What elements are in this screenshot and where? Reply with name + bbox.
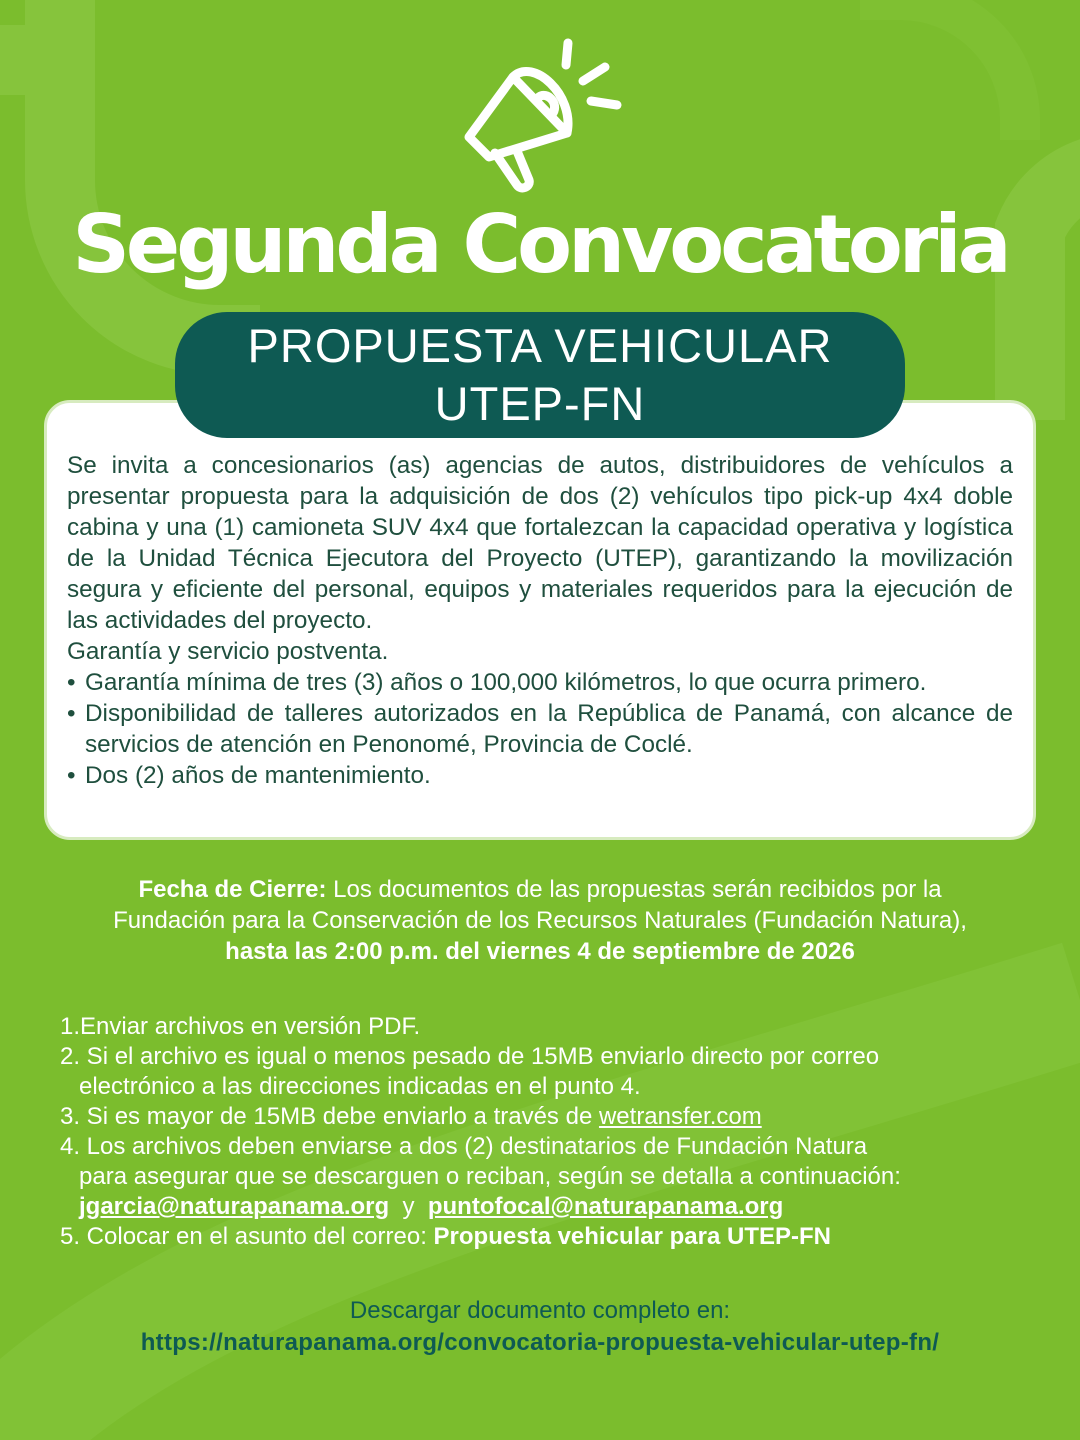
pill-line-1: PROPUESTA VEHICULAR bbox=[247, 319, 833, 372]
email-row bbox=[60, 1192, 1020, 1222]
step-2-cont: electrónico a las direcciones indicadas en el punto 4. bbox=[79, 1073, 641, 1100]
email-join: y bbox=[389, 1193, 428, 1220]
step-2: 2. Si el archivo es igual o menos pesado de 15MB enviarlo directo por correo bbox=[60, 1043, 880, 1070]
step-4-cont: para asegurar que se descarguen o reciban, según se detalla a continuación: bbox=[79, 1163, 901, 1190]
download-section bbox=[0, 1295, 1080, 1359]
warranty-item: • Garantía mínima de tres (3) años o 100,000 kilómetros, lo que ocurra primero. bbox=[67, 667, 1013, 698]
warranty-heading: Garantía y servicio postventa. bbox=[67, 638, 389, 665]
download-label: Descargar documento completo en: bbox=[349, 1297, 731, 1324]
step-3-text: 3. Si es mayor de 15MB debe enviarlo a través de bbox=[60, 1103, 599, 1130]
closing-label: Fecha de Cierre: bbox=[138, 876, 327, 903]
closing-date-section bbox=[40, 874, 1040, 967]
megaphone-icon bbox=[455, 35, 630, 200]
page-title: Segunda Convocatoria bbox=[72, 198, 1008, 291]
intro-paragraph: Se invita a concesionarios (as) agencias de autos, distribuidores de vehículos a presentar propuesta para la adquisición de dos (2) vehículos tipo pick-up 4x4 doble cabina y una (1) camioneta SUV 4x4 que fortalezcan la capacidad operativa y logística de la Unidad Técnica Ejecutora del Proyecto (UTEP), garantizando la movilización segura y eficiente del personal, equipos y materiales requeridos para la ejecución de las actividades del proyecto. bbox=[67, 452, 1013, 634]
card-content bbox=[67, 450, 1013, 791]
warranty-item: • Dos (2) años de mantenimiento. bbox=[67, 760, 1013, 791]
instructions-list bbox=[60, 1012, 1020, 1252]
closing-text-b: Fundación para la Conservación de los Recursos Naturales (Fundación Natura), bbox=[113, 907, 967, 934]
warranty-item: • Disponibilidad de talleres autorizados en la República de Panamá, con alcance de servicios de atención en Penonomé, Provincia de Coclé. bbox=[67, 698, 1013, 760]
warranty-list bbox=[67, 667, 1013, 791]
step-3 bbox=[60, 1102, 1020, 1132]
closing-text-a: Los documentos de las propuestas serán recibidos por la bbox=[326, 876, 942, 903]
step-4: 4. Los archivos deben enviarse a dos (2) destinatarios de Fundación Natura bbox=[60, 1133, 868, 1160]
step-5 bbox=[60, 1222, 1020, 1252]
wetransfer-link[interactable]: wetransfer.com bbox=[598, 1103, 762, 1130]
email-subject: Propuesta vehicular para UTEP-FN bbox=[433, 1223, 831, 1250]
email-link-puntofocal[interactable]: puntofocal@naturapanama.org bbox=[427, 1193, 784, 1220]
step-5-text: 5. Colocar en el asunto del correo: bbox=[60, 1223, 434, 1250]
download-url-link[interactable]: https://naturapanama.org/convocatoria-propuesta-vehicular-utep-fn/ bbox=[140, 1329, 940, 1356]
closing-deadline: hasta las 2:00 p.m. del viernes 4 de septiembre de 2026 bbox=[225, 938, 855, 965]
email-link-jgarcia[interactable]: jgarcia@naturapanama.org bbox=[79, 1193, 390, 1220]
subtitle-pill bbox=[175, 312, 905, 438]
pill-line-2: UTEP-FN bbox=[434, 377, 646, 430]
step-1: 1.Enviar archivos en versión PDF. bbox=[60, 1013, 421, 1040]
